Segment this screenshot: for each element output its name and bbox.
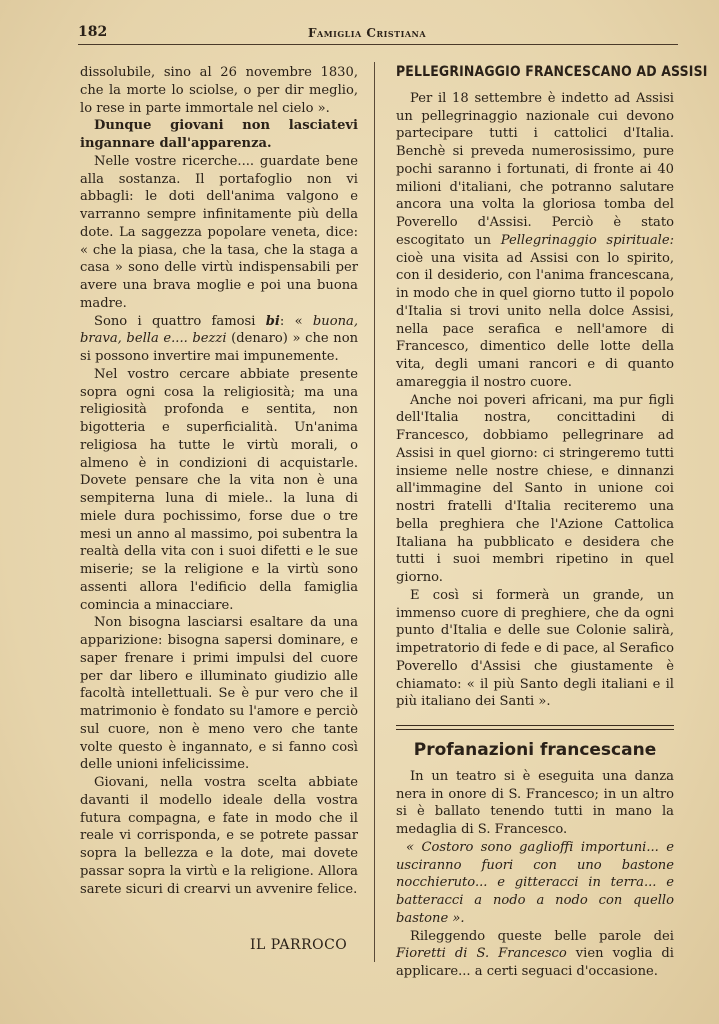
- signature: IL PARROCO: [250, 937, 348, 953]
- column-divider: [374, 62, 375, 962]
- section-title: PELLEGRINAGGIO FRANCESCANO AD ASSISI: [396, 64, 708, 80]
- paragraph: E così si formerà un grande, un immenso cuore di preghiere, che da ogni punto d'Italia e delle sue Colonie salirà, impetratorio di fede e di pace, al Serafico Poverello d'Assisi che giustamente è chiamato: « il più Santo degli italiani e il più italiano dei Santi ».: [396, 587, 674, 710]
- running-title: Famiglia Cristiana: [308, 26, 427, 40]
- text-span: : «: [279, 313, 313, 329]
- text-span: Fioretti di S. Francesco: [396, 946, 567, 962]
- paragraph: Non bisogna lasciarsi esaltare da una apparizione: bisogna sapersi dominare, e saper frenare i primi impulsi del cuore per dar libero e illuminato giudizio alle facoltà intellettuali. Se è pur vero che il matrimonio è fondato su l'amore e perciò sul cuore, non è meno vero che tante volte questo è ingannato, e si fanno così delle unioni infelicissime.: [80, 615, 358, 773]
- page-number: 182: [78, 24, 108, 40]
- right-column: [396, 64, 708, 981]
- paragraph: Dunque giovani non lasciatevi ingannare dall'apparenza.: [80, 118, 358, 151]
- text-span: buona, brava, bella e.... bezzi: [80, 313, 358, 347]
- text-span: vien voglia di applicare... a certi seguaci d'occasione.: [396, 946, 674, 979]
- quote: « Costoro sono gaglioffi importuni... e usciranno fuori con uno bastone nocchieruto... e gitteracci in terra... e batteracci a nodo a nodo con quello bastone ».: [396, 839, 674, 926]
- text-span: bi: [265, 313, 280, 329]
- text-span: (denaro) » che non si possono invertire mai impunemente.: [80, 331, 359, 364]
- paragraph: Nel vostro cercare abbiate presente sopra ogni cosa la religiosità; ma una religiosità profonda e sentita, non bigotteria e superficialità. Un'anima religiosa ha tutte le virtù morali, o almeno è in condizioni di acquistarle. Dovete pensare che la vita non è una sempiterna luna di miele.. la luna di miele dura pochissimo, forse due o tre mesi un anno al massimo, poi subentra la realtà della vita con i suoi difetti e le sue miserie; se la religione e la virtù sono assenti allora l'edificio della famiglia comincia a minacciare.: [80, 366, 358, 613]
- text-span: Per il 18 settembre è indetto ad Assisi un pellegrinaggio nazionale cui devono partecipare tutti i cattolici d'Italia. Benchè si preveda numerosissimo, pure pochi saranno i fortunati, di fronte ai 40 milioni d'italiani, che potranno salutare ancora una volta la gloriosa tomba del Poverello d'Assisi. Perciò è stato escogitato un: [396, 90, 674, 248]
- section-divider: [396, 725, 674, 730]
- paragraph: Nelle vostre ricerche.... guardate bene alla sostanza. Il portafoglio non vi abbagli: le doti dell'anima valgono e varranno sempre infinitamente più della dote. La saggezza popolare veneta, dice: « che la piasa, che la tasa, che la staga a casa » sono delle virtù indispensabili per avere una brava moglie e poi una buona madre.: [80, 153, 358, 311]
- paragraph: Anche noi poveri africani, ma pur figli dell'Italia nostra, concittadini di Francesco, dobbiamo pellegrinare ad Assisi in quel giorno: ci stringeremo tutti insieme nelle nostre chiese, e dinnanzi all'immagine del Santo in unione coi nostri fratelli d'Italia reciteremo una bella preghiera che l'Azione Cattolica Italiana ha pubblicato e desidera che tutti i suoi membri ripetino in quel giorno.: [396, 392, 674, 585]
- paragraph: In un teatro si è eseguita una danza nera in onore di S. Francesco; in un altro si è ballato tenendo tutti in mano la medaglia di S. Francesco.: [396, 768, 674, 837]
- text-span: Rileggendo queste belle parole dei: [410, 928, 674, 944]
- header-rule: [78, 44, 678, 45]
- page-header: [78, 24, 679, 44]
- text-span: cioè una visita ad Assisi con lo spirito, con il desiderio, con l'anima francescana, in modo che in quel giorno tutto il popolo d'Italia si trovi unito nella dolce Assisi, nella pace serafica e nell'amore di Francesco, dimentico delle lotte della vita, degli umani rancori e di quanto amareggia il nostro cuore.: [396, 250, 674, 390]
- section-title: Profanazioni francescane: [413, 740, 657, 760]
- paragraph: [396, 90, 674, 392]
- paragraph: [80, 313, 358, 366]
- paragraph: [396, 928, 674, 981]
- text-span: Pellegrinaggio spirituale:: [500, 232, 674, 248]
- left-column: [80, 64, 358, 898]
- paragraph: Giovani, nella vostra scelta abbiate davanti il modello ideale della vostra futura compagna, e fate in modo che il reale vi corrisponda, e se potrete passar sopra la bellezza e la dote, mai dovete passar sopra la virtù e la religione. Allora sarete sicuri di crearvi un avvenire felice.: [80, 775, 358, 897]
- paragraph: dissolubile, sino al 26 novembre 1830, che la morte lo sciolse, o per dir meglio, lo rese in parte immortale nel cielo ».: [80, 65, 358, 116]
- text-span: Sono i quattro famosi: [94, 313, 266, 329]
